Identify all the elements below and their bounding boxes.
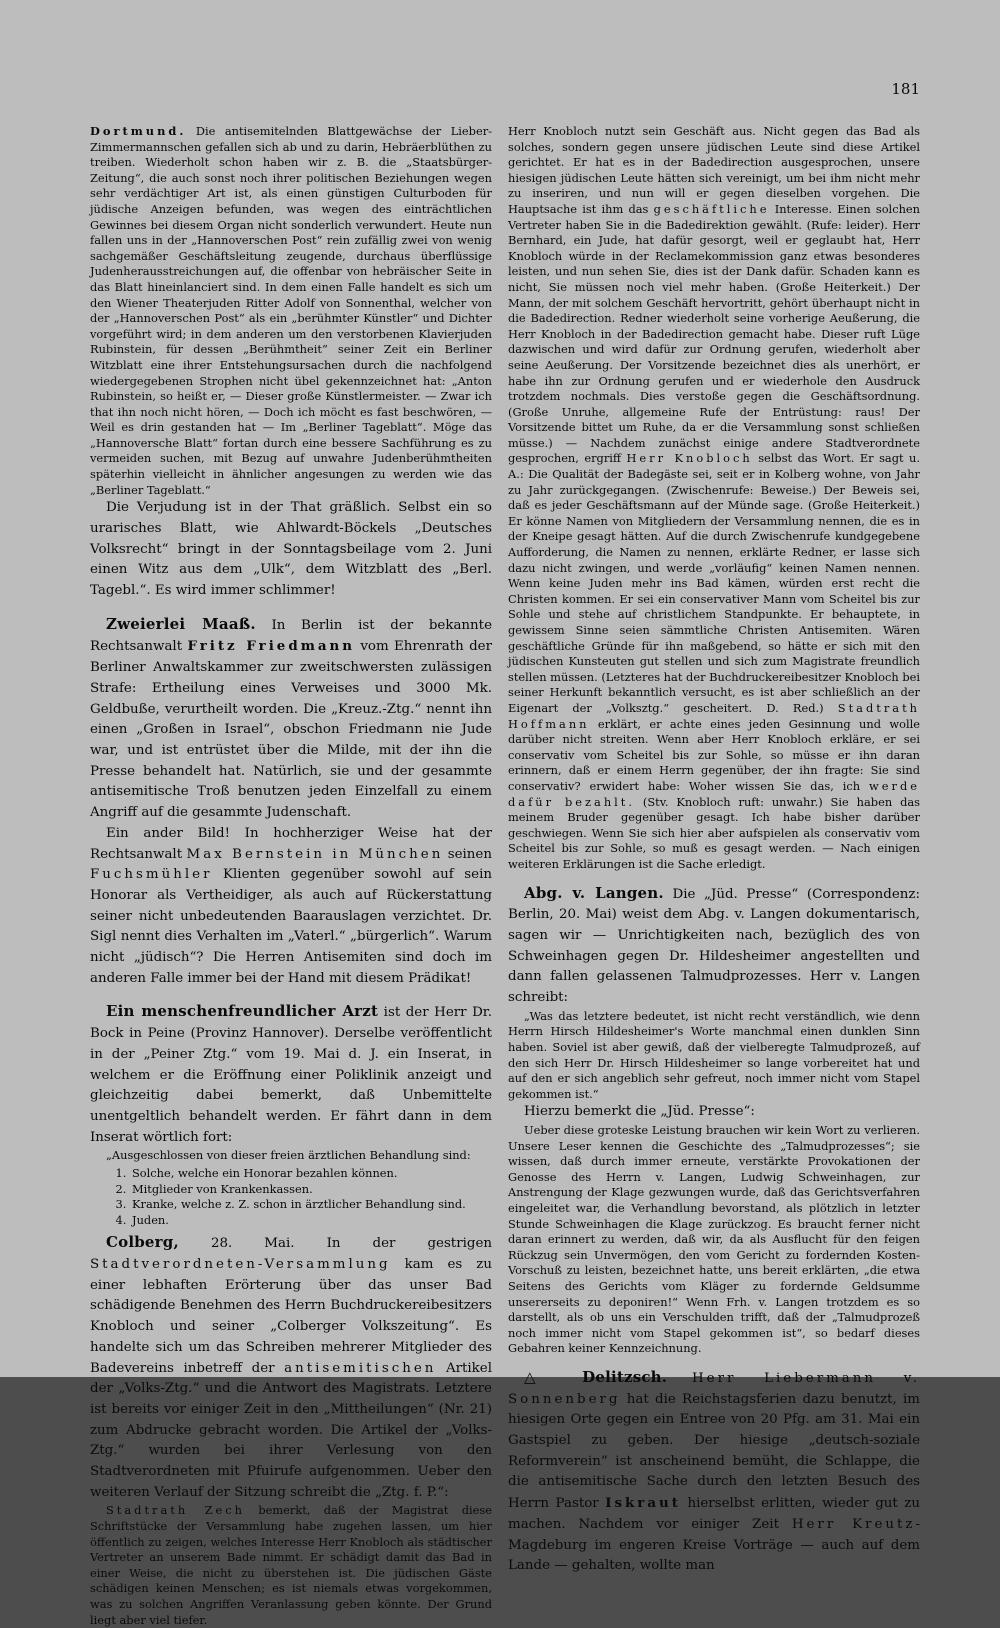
article-delitzsch-kreuz: Herr Kreutz	[791, 1516, 916, 1532]
article-langen-reply: Ueber diese groteske Leistung brauchen wir kein Wort zu verlieren. Unsere Leser kennen die Geschichte des „Talmudprozesses“; sie wissen, daß durch immer erneute, verstärkte Provokationen der Genosse des Herrn v. Langen, Ludwig Schweinhagen, zur Anstrengung der Klage gezwungen wurde, daß das Gerichtsverfahren eingeleitet war, die Verhandlung bevorstand, als plötzlich in letzter Stunde Schweinhagen die Klage zurückzog. Es braucht ferner nicht daran erinnert zu werden, daß wir, da als Ausflucht für den feigen Rückzug sein Unvermögen, den vom Gericht zu fordernden Kosten-Vorschuß zu leisten, bezeichnet hatte, uns bereit erklärten, „die etwa Seitens des Gerichts vom Kläger zu fordernde Geldsumme unsererseits zu deponiren!“ Wenn Frh. v. Langen trotzdem es so darstellt, als ob uns ein Verschulden trifft, daß der „Talmudprozeß noch immer nicht vom Stapel gekommen ist“, so bedarf dieses Gebahren keiner Kennzeichnung.	[508, 1122, 920, 1356]
article-langen-quote: „Was das letztere bedeutet, ist nicht recht verständlich, wie denn Herrn Hirsch Hildesheimer's Worte manchmal einen dunklen Sinn haben. Soviel ist aber gewiß, daß der vielberegte Talmudprozeß, auf den sich Herr Dr. Hirsch Hildesheimer so lange vorbereitet hat und auf den er sich angeblich sehr gefreut, noch immer nicht vom Stapel gekommen ist.“	[508, 1008, 920, 1101]
page-number: 181	[891, 80, 920, 98]
exclusion-item: 2. Mitglieder von Krankenkassen.	[130, 1182, 492, 1198]
article-maass-heading: Zweierlei Maaß.	[106, 614, 256, 633]
article-delitzsch-b: hierselbst erlitten, wieder gut zu machen. Nachdem vor einiger Zeit	[508, 1496, 920, 1532]
article-delitzsch-a: hat die Reichstagsferien dazu benutzt, im hiesigen Orte gegen ein Entree von 20 Pfg. am 31. Mai ein Gastspiel zu geben. Der hiesige „deutsch-soziale Reformverein“ ist anscheinend bemüht, die Schlappe, die die antisemitische Sache durch den letzten Besuch des Herrn Pastor	[508, 1391, 920, 1512]
article-colberg-b: kam es zu einer lebhaften Erörterung über das unser Bad schädigende Benehmen des Herrn Buchdruckereibesitzers Knobloch und seiner „Colberger Volkszeitung“. Es handelte sich um das Schreiben mehrerer Mitglieder des Badevereins inbetreff der	[90, 1257, 492, 1376]
article-delitzsch-name: Herr Liebermann v. Sonnenberg	[508, 1370, 920, 1407]
left-column	[90, 124, 492, 1628]
colberg-cont-b: Interesse. Einen solchen Vertreter haben Sie in die Badedirektion gewählt. (Rufe: leider). Herr Bernhard, ein Jude, hat dafür gesorgt, weil er geglaubt hat, Herr Knobloch würde in der Reclamekommission ganz etwas besonderes leisten, und nun sehen Sie, dies ist der Dank dafür. Schaden kann es nicht, Sie müssen noch viel mehr haben. (Große Heiterkeit.) Der Mann, der mit solchem Geschäft hervortritt, gehört überhaupt nicht in die Badedirection. Redner wiederholt seine vorherige Aeußerung, die Herr Knobloch in der Badedirection gemacht habe. Dieser ruft Lüge dazwischen und wird dafür zur Ordnung gerufen, wiederholt aber seine Aeußerung. Der Vorsitzende bezeichnet dies als unerhört, er habe ihn zur Ordnung gerufen und er wiederhole den Ausdruck trotzdem nochmals. Dies verstoße gegen die Geschäftsordnung. (Große Unruhe, allgemeine Rufe der Entrüstung: raus! Der Vorsitzende bittet um Ruhe, da er die Versammlung sonst schließen müsse.) — Nachdem zunächst einige andere Stadtverordnete gesprochen, ergriff	[508, 201, 920, 466]
article-colberg-quote-speaker: Stadtrath Zech	[106, 1503, 245, 1518]
article-maass-p2-a: Ein ander Bild! In hochherziger Weise hat der Rechtsanwalt	[90, 825, 492, 862]
article-colberg-c: Artikel der „Volks-Ztg.“ und die Antwort des Magistrats. Letztere ist bereits vor einiger Zeit in den „Mittheilungen“ (Nr. 21) zum Abdrucke gebracht worden. Die Artikel der „Volks-Ztg.“ wurden bei ihrer Verlesung von den Stadtverordneten mit Pfuirufe aufgenommen. Ueber den weiteren Verlauf der Sitzung schreibt die „Ztg. f. P.“:	[90, 1360, 492, 1500]
article-maass-intro: In Berlin ist der bekannte Rechtsanwalt	[90, 617, 492, 655]
article-dortmund-body: Die antisemitelnden Blattgewächse der Lieber-Zimmermannschen gefallen sich ab und zu darin, Hebräerblüthen zu treiben. Wiederholt schon haben wir z. B. die „Staatsbürger-Zeitung“, die auch sonst noch ihrer politischen Beziehungen wegen sehr verdächtiger Art ist, als einen günstigen Culturboden für jüdische Anzeigen befunden, was wegen des einträchtlichen Gewinnes bei diesem Organ nicht sonderlich verwundert. Heute nun fallen uns in der „Hannoverschen Post“ rein zufällig zwei von wenig sachgemäßer Geschäftsleitung zeugende, durchaus überflüssige Judenherausstreichungen auf, die offenbar von hebräischer Seite in das Blatt hineinlanciert sind. In dem einen Falle handelt es sich um den Wiener Theaterjuden Ritter Adolf von Sonnenthal, welcher von der „Hannoverschen Post“ als ein „berühmter Künstler“ und Dichter vorgeführt wird; in dem anderen um den verstorbenen Klavierjuden Rubinstein, für dessen „Berühmtheit“ seiner Zeit ein Berliner Witzblatt eine ihrer Entstehungsursachen durch die nachfolgend wiedergegebenen Strophen nicht übel gekennzeichnet hat: „Anton Rubinstein, so heißt er, — Dieser große Künstlermeister. — Zwar ich that ihn noch nicht hören, — Doch ich möcht es fast beschwören, — Weil es drin gestanden hat — Im „Berliner Tageblatt“. Möge das „Hannoversche Blatt“ fortan durch eine bessere Sachführung es zu vermeiden suchen, mit Bezug auf unwahre Judenberühmtheiten späterhin vielleicht in ähnlicher angesungen zu werden wie das „Berliner Tageblatt.“	[90, 124, 492, 497]
colberg-cont-d: erklärt, er achte eines jeden Gesinnung und wolle darüber nicht streiten. Wenn aber Herr Knobloch erkläre, er sei conservativ vom Scheitel bis zur Sohle, so müsse er ihn daran erinnern, daß er einem Herrn gegenüber, der ihn fragte: Sie sind conservativ? erwidert habe: Woher wissen Sie das, ich	[508, 716, 920, 793]
colberg-cont-werde: werde dafür bezahlt.	[508, 778, 920, 809]
article-maass	[90, 614, 492, 824]
article-colberg-heading: Colberg,	[106, 1233, 179, 1252]
article-delitzsch-iskraut: Iskraut	[605, 1495, 681, 1512]
article-arzt-body: ist der Herr Dr. Bock in Peine (Provinz Hannover). Derselbe veröffentlicht in der „Peiner Ztg.“ vom 19. Mai d. J. ein Inserat, in welchem er die Eröffnung einer Poliklinik anzeigt und gleichzeitig dabei bemerkt, daß Unbemittelte unentgeltlich behandelt werden. Er fährt dann in dem Inserat wörtlich fort:	[90, 1005, 492, 1145]
exclusion-item: 1. Solche, welche ein Honorar bezahlen können.	[130, 1166, 492, 1182]
article-colberg-sv: Stadtverordneten-Versammlung	[90, 1257, 391, 1273]
article-dortmund-closing: Die Verjudung ist in der That gräßlich. Selbst ein so urarisches Blatt, wie Ahlwardt-Böckels „Deutsches Volksrecht“ bringt in der Sonntagsbeilage vom 2. Juni einen Witz aus dem „Ulk“, dem Witzblatt des „Berl. Tagebl.“. Es wird immer schlimmer!	[90, 500, 492, 599]
colberg-cont-knobloch: Herr Knobloch	[626, 451, 753, 466]
article-langen-hierzu: Hierzu bemerkt die „Jüd. Presse“:	[524, 1104, 755, 1120]
colberg-cont-c: selbst das Wort. Er sagt u. A.: Die Qualität der Badegäste sei, seit er in Kolberg wohne, von Jahr zu Jahr zurückgegangen. (Zwischenrufe: Beweise.) Der Beweis sei, daß es jeder Geschäftsmann auf der Münde sage. (Große Heiterkeit.) Er könne Namen von Mitgliedern der Versammlung nennen, die es in der Kneipe gesagt hätten. Auf die durch Zwischenrufe kundgegebene Aufforderung, die Namen zu nennen, erklärte Redner, er lasse sich dazu nicht zwingen, und werde „vorläufig“ keinen Namen nennen. Wenn keine Juden mehr ins Bad kämen, würden erst recht die Christen kommen. Er sei ein conservativer Mann vom Scheitel bis zur Sohle und stehe auf christlichem Standpunkte. Er behauptete, in gewissem Sinne seien sämmtliche Christen Antisemiten. Wären geschäftliche Gründe für ihn maßgebend, so hätte er sich mit den jüdischen Kunsteuten gut stellen und sich zum Magistrate freundlich stellen müssen. (Letzteres hat der Buchdruckereibesitzer Knobloch bei seiner Herkunft bekanntlich versucht, es ist aber schließlich an der Eigenart der „Volksztg.“ gescheitert. D. Red.)	[508, 451, 921, 715]
article-colberg-antisem: antisemitischen	[284, 1360, 437, 1376]
article-dortmund	[90, 124, 492, 498]
article-maass-p2-c: Klienten gegenüber sowohl auf sein Honorar als Vertheidiger, als auch auf Rückerstattung seiner nicht unbedeutenden Baarauslagen verzichtet. Dr. Sigl nennt dies Verhalten im „Vaterl.“ „bürgerlich“. Warum nicht „jüdisch“? Die Herren Antisemiten sind doch im anderen Falle immer bei der Hand mit diesem Prädikat!	[90, 867, 492, 986]
article-colberg	[90, 1232, 492, 1503]
exclusion-item: 4. Juden.	[130, 1213, 492, 1229]
colberg-cont-a: Herr Knobloch nutzt sein Geschäft aus. Nicht gegen das Bad als solches, sondern gegen unsere jüdischen Leute sind diese Artikel gerichtet. Er hat es in der Badedirection ausgesprochen, unsere hiesigen jüdischen Leute hätten sich vereinigt, um bei ihm nicht mehr zu inseriren, und nun will er gegen dieselben vorgehen. Die Hauptsache ist ihm das	[508, 124, 920, 216]
article-delitzsch-c: -Magdeburg im engeren Kreise Vorträge — auch auf dem Lande — gehalten, wollte man	[508, 1516, 920, 1574]
article-maass-p2	[90, 824, 492, 990]
article-arzt-exclusions-intro: „Ausgeschlossen von dieser freien ärztlichen Behandlung sind:	[106, 1148, 471, 1163]
article-colberg-quote	[90, 1503, 492, 1628]
article-delitzsch	[508, 1367, 920, 1577]
article-arzt	[90, 1001, 492, 1148]
article-dortmund-heading: Dortmund.	[90, 124, 187, 138]
colberg-cont-hoffmann: Stadtrath Hoffmann	[508, 700, 920, 731]
right-column	[508, 124, 920, 1577]
article-colberg-quote-body: bemerkt, daß der Magistrat diese Schriftstücke der Versammlung habe zugehen lassen, um hier öffentlich zu zeigen, welches Interesse Herr Knobloch als städtischer Vertreter an unserem Bade nimmt. Er schädigt damit das Bad in einer Weise, die nicht zu überstehen ist. Die jüdischen Gäste schädigen keinen Menschen; es ist niemals etwas vorgekommen, was zu solchen Angriffen Veranlassung geben könnte. Der Grund liegt aber viel tiefer.	[90, 1503, 492, 1627]
article-langen	[508, 883, 920, 1009]
article-maass-p2-place: Fuchsmühler	[90, 867, 213, 883]
article-colberg-a: In der gestrigen	[326, 1236, 492, 1252]
article-maass-p2-b: seinen	[447, 846, 492, 862]
article-langen-heading: Abg. v. Langen.	[524, 883, 664, 902]
colberg-cont-e: (Stv. Knobloch ruft: unwahr.) Sie haben das meinem Bruder gegenüber gesagt. Ich habe bisher darüber geschwiegen. Wenn Sie sich hier aber aufspielen als conservativ vom Scheitel bis zur Sohle, so muß es gesagt werden. — Nach einigen weiteren Erklärungen ist die Sache erledigt.	[508, 794, 920, 871]
article-langen-body: Die „Jüd. Presse“ (Correspondenz: Berlin, 20. Mai) weist dem Abg. v. Langen dokumentarisch, sagen wir — Unrichtigkeiten nach, bezüglich des von Schweinhagen gegen Dr. Hildesheimer angestellten und dann fallen gelassenen Talmudprozesses. Herr v. Langen schreibt:	[508, 886, 920, 1006]
article-maass-p2-name: Max Bernstein in München	[186, 846, 444, 862]
article-arzt-heading: Ein menschenfreundlicher Arzt	[106, 1002, 379, 1021]
colberg-cont-interesse: geschäftliche	[653, 201, 770, 216]
article-colberg-date: 28. Mai.	[210, 1236, 295, 1252]
article-maass-body: vom Ehrenrath der Berliner Anwaltskammer zur zweitschwersten zulässigen Strafe: Ertheilung eines Verweises und 3000 Mk. Geldbuße, verurtheilt worden. Die „Kreuz.-Ztg.“ nennt ihn einen „Großen in Israel“, obschon Friedmann nie Jude war, und ist entrüstet über die Milde, mit der ihn die Presse behandelt hat. Natürlich, sie und der gesammte antisemitische Troß benutzen jeden Einzelfall zu einem Angriff auf die gesammte Judenschaft.	[90, 639, 492, 821]
article-arzt-exclusions	[90, 1166, 492, 1228]
article-colberg-continued	[508, 124, 920, 873]
exclusion-item: 3. Kranke, welche z. Z. schon in ärztlicher Behandlung sind.	[130, 1197, 492, 1213]
article-delitzsch-heading: △ Delitzsch.	[524, 1367, 668, 1386]
article-maass-name: Fritz Friedmann	[187, 638, 356, 655]
